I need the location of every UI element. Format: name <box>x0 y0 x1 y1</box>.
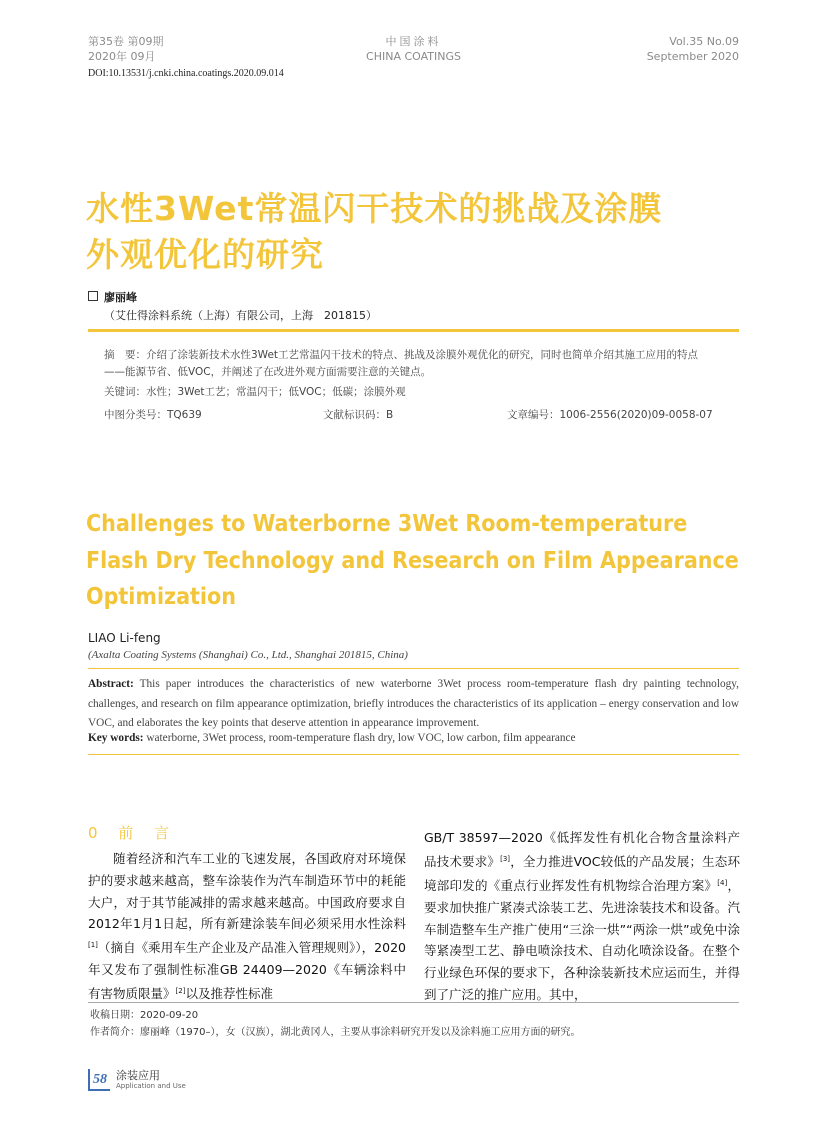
title-en <box>86 506 746 616</box>
page-number-bracket-horizontal <box>88 1089 110 1091</box>
abstract-en-label: Abstract: <box>88 678 134 690</box>
keywords-en-text: waterborne, 3Wet process, room-temperature flash dry, low VOC, low carbon, film appearance <box>143 732 576 744</box>
abstract-cn <box>104 347 719 381</box>
author-cn: 廖丽峰 <box>104 291 137 304</box>
body-right-text-1: GB/T 38597—2020《低挥发性有机化合物含量涂料产品技术要求》 <box>424 830 740 869</box>
title-en-line-1: Challenges to Waterborne 3Wet Room-temperature <box>86 511 688 537</box>
body-column-right <box>424 827 740 1006</box>
abstract-en <box>88 675 739 734</box>
citation-2: [2] <box>175 986 186 995</box>
keywords-cn-text: 水性；3Wet工艺；常温闪干；低VOC；低碳；涂膜外观 <box>146 386 406 398</box>
volume-issue-en: Vol.35 No.09 <box>669 35 739 48</box>
affiliation-en: (Axalta Coating Systems (Shanghai) Co., Ltd., Shanghai 201815, China) <box>88 649 408 661</box>
doi: DOI:10.13531/j.cnki.china.coatings.2020.09.014 <box>88 68 284 79</box>
keywords-en-label: Key words: <box>88 732 144 744</box>
body-right-text-2: ，全力推进VOC较低的产品发展；生态环境部印发的《重点行业挥发性有机物综合治理方案》 <box>424 853 740 893</box>
title-cn <box>86 186 746 278</box>
body-column-left <box>88 848 406 1005</box>
body-left-text-3: 以及推荐性标准 <box>185 986 273 1002</box>
title-divider <box>88 329 739 332</box>
date-en: September 2020 <box>646 50 739 63</box>
author-en: LIAO Li-feng <box>88 631 161 645</box>
citation-1: [1] <box>88 941 98 950</box>
citation-4: [4] <box>717 878 728 887</box>
title-cn-line-2: 外观优化的研究 <box>86 235 324 274</box>
section-heading: 0 前 言 <box>88 824 178 842</box>
body-right-text-3: ，要求加快推广紧凑式涂装工艺、先进涂装技术和设备。汽车制造整车生产推广使用“三涂一烘”“两涂一烘”或免中涂等紧凑型工艺、静电喷涂技术、自动化喷涂设备。在整个行业绿色环保的要求下，各种涂装新技术应运而生，并得到了广泛的推广应用。其中， <box>424 877 740 1002</box>
page-number: 58 <box>93 1072 107 1087</box>
author-marker-box <box>88 291 98 301</box>
citation-3: [3] <box>500 854 511 863</box>
footer-section-cn: 涂装应用 <box>116 1069 160 1082</box>
keywords-en <box>88 732 576 744</box>
keywords-cn <box>104 384 406 399</box>
received-date: 收稿日期：2020-09-20 <box>90 1010 199 1021</box>
abstract-en-bottom-rule <box>88 754 739 755</box>
running-header-right <box>647 34 739 64</box>
journal-name-cn: 中国涂料 <box>385 35 442 48</box>
document-code: 文献标识码：B <box>323 409 394 421</box>
abstract-cn-label: 摘 要： <box>104 349 146 361</box>
footer-section-en: Application and Use <box>116 1082 186 1090</box>
keywords-cn-label: 关键词： <box>104 386 146 398</box>
footnote-rule <box>88 1002 739 1003</box>
date-cn: 2020年 09月 <box>88 50 156 63</box>
affiliation-cn: （艾仕得涂料系统（上海）有限公司，上海 201815） <box>104 309 377 322</box>
title-cn-line-1: 水性3Wet常温闪干技术的挑战及涂膜 <box>86 189 663 228</box>
volume-issue-cn: 第35卷 第09期 <box>88 35 164 48</box>
author-bio: 作者简介：廖丽峰（1970–），女（汉族），湖北黄冈人，主要从事涂料研究开发以及涂料施工应用方面的研究。 <box>90 1027 581 1038</box>
abstract-en-top-rule <box>88 668 739 669</box>
abstract-cn-text: 介绍了涂装新技术水性3Wet工艺常温闪干技术的特点、挑战及涂膜外观优化的研究，同时也简单介绍其施工应用的特点——能源节省、低VOC，并阐述了在改进外观方面需要注意的关键点。 <box>104 349 699 378</box>
title-en-line-3: Optimization <box>86 584 236 610</box>
title-en-line-2: Flash Dry Technology and Research on Film Appearance <box>86 547 739 574</box>
clc-number: 中图分类号：TQ639 <box>104 409 202 421</box>
body-left-text-2: （摘自《乘用车生产企业及产品准入管理规则》），2020年又发布了强制性标准GB 24409—2020《车辆涂料中有害物质限量》 <box>88 940 406 1002</box>
journal-name-en: CHINA COATINGS <box>366 50 461 63</box>
abstract-en-text: This paper introduces the characteristics of new waterborne 3Wet process room-temperature flash dry painting technology, challenges, and research on film appearance optimization, briefly introduces the characteristics of its application – energy conservation and low VOC, and elaborates the key points that deserve attention in appearance improvement. <box>88 678 739 729</box>
body-left-text-1: 随着经济和汽车工业的飞速发展，各国政府对环境保护的要求越来越高，整车涂装作为汽车制造环节中的耗能大户，对于其节能减排的需求越来越高。中国政府要求自2012年1月1日起，所有新建涂装车间必须采用水性涂料 <box>88 851 406 932</box>
article-number: 文章编号：1006-2556(2020)09-0058-07 <box>507 409 713 421</box>
